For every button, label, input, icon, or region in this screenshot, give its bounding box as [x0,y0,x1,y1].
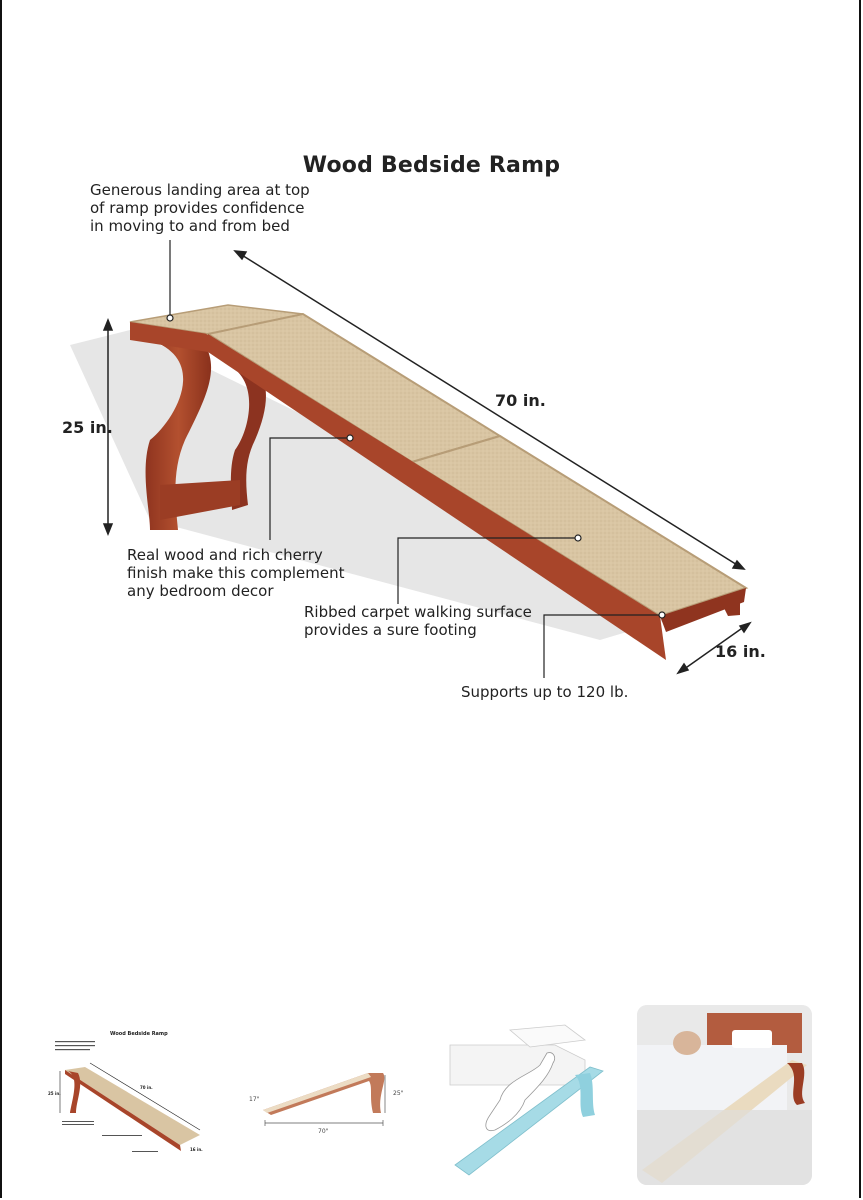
callout-real-wood: Real wood and rich cherry finish make this complement any bedroom decor [127,546,345,600]
thumb-height: 25 in. [48,1091,61,1096]
thumb-title: Wood Bedside Ramp [110,1031,168,1037]
diagram-title: Wood Bedside Ramp [302,153,561,178]
thumb-length: 70 in. [140,1085,153,1090]
callout-carpet-surface: Ribbed carpet walking surface provides a sure footing [304,603,532,639]
side-length-label: 70" [318,1128,329,1135]
callout-supports-weight: Supports up to 120 lb. [461,683,629,701]
side-height-right-label: 25" [393,1090,404,1097]
photo-pillow [732,1030,772,1048]
thumbnail-dog-illustration[interactable] [445,1005,620,1185]
side-ramp-body [263,1073,384,1115]
thumb-ramp-carpet [65,1067,200,1145]
photo-bed [637,1045,787,1110]
thumbnail-strip [0,1005,863,1195]
side-height-left-label: 17" [249,1096,260,1103]
thumb-ramp-leg [68,1071,80,1113]
thumb-ramp-rail [65,1070,181,1151]
photo-dog [673,1031,701,1055]
illus-pillow [510,1025,585,1047]
dimension-height: 25 in. [62,418,113,437]
thumbnail-bedroom-photo[interactable] [637,1005,812,1185]
side-ramp-surface [263,1073,371,1113]
callout-landing-area: Generous landing area at top of ramp provides confidence in moving to and from bed [90,181,310,235]
thumb-callout-lines [55,1041,95,1050]
dimension-width: 16 in. [715,642,766,661]
thumbnail-side-profile[interactable] [243,1005,418,1185]
thumb-width: 16 in. [190,1147,203,1152]
thumbnail-diagram[interactable] [40,1005,215,1185]
dimension-length: 70 in. [495,391,546,410]
